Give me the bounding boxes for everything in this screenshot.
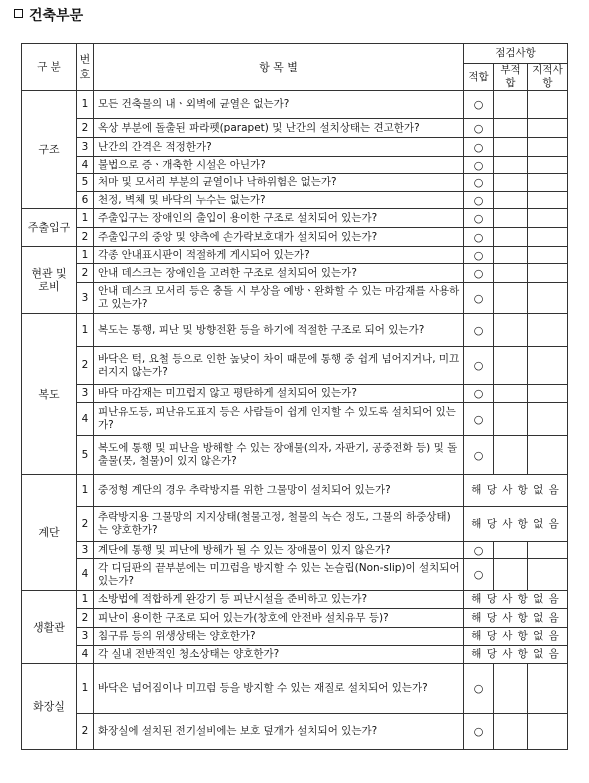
notes-cell	[528, 192, 568, 209]
check-item-text: 피난이 용이한 구조로 되어 있는가(창호에 안전바 설치유무 등)?	[94, 609, 464, 628]
ok-mark: ○	[464, 714, 494, 750]
check-item-text: 중정형 계단의 경우 추락방지를 위한 그물망이 설치되어 있는가?	[94, 475, 464, 507]
notes-cell	[528, 228, 568, 247]
not-applicable-note: 해 당 사 항 없 음	[464, 628, 568, 646]
row-number: 4	[77, 403, 94, 436]
row-number: 1	[77, 247, 94, 264]
check-item-text: 천정, 벽체 및 바닥의 누수는 없는가?	[94, 192, 464, 209]
check-item-text: 소방법에 적합하게 완강기 등 피난시설을 준비하고 있는가?	[94, 591, 464, 609]
row-number: 6	[77, 192, 94, 209]
not-ok-cell	[494, 664, 528, 714]
notes-cell	[528, 347, 568, 385]
notes-cell	[528, 157, 568, 174]
not-ok-cell	[494, 314, 528, 347]
ok-mark: ○	[464, 403, 494, 436]
header-notes: 지적사항	[528, 64, 568, 91]
check-item-text: 복도는 통행, 피난 및 방향전환 등을 하기에 적절한 구조로 되어 있는가?	[94, 314, 464, 347]
table-row	[22, 247, 568, 264]
not-ok-cell	[494, 192, 528, 209]
not-ok-cell	[494, 91, 528, 119]
table-row	[22, 119, 568, 138]
ok-mark: ○	[464, 209, 494, 228]
section-label: 복도	[22, 314, 77, 475]
notes-cell	[528, 283, 568, 314]
ok-mark: ○	[464, 264, 494, 283]
header-ok: 적합	[464, 64, 494, 91]
notes-cell	[528, 174, 568, 192]
ok-mark: ○	[464, 247, 494, 264]
row-number: 2	[77, 228, 94, 247]
ok-mark: ○	[464, 664, 494, 714]
row-number: 3	[77, 283, 94, 314]
row-number: 3	[77, 138, 94, 157]
not-ok-cell	[494, 157, 528, 174]
section-label: 주출입구	[22, 209, 77, 247]
header-number: 번 호	[77, 44, 94, 91]
row-number: 2	[77, 347, 94, 385]
ok-mark: ○	[464, 91, 494, 119]
check-item-text: 주출입구의 중앙 및 양측에 손가락보호대가 설치되어 있는가?	[94, 228, 464, 247]
row-number: 2	[77, 507, 94, 542]
table-row	[22, 347, 568, 385]
section-label: 현관 및 로비	[22, 247, 77, 314]
row-number: 2	[77, 119, 94, 138]
table-row	[22, 314, 568, 347]
table-row	[22, 385, 568, 403]
table-row	[22, 507, 568, 542]
check-item-text: 안내 데스크 모서리 등은 충돌 시 부상을 예방ㆍ완화할 수 있는 마감재를 사용하고 있는가?	[94, 283, 464, 314]
not-ok-cell	[494, 347, 528, 385]
not-ok-cell	[494, 138, 528, 157]
section-label: 화장실	[22, 664, 77, 750]
table-row	[22, 559, 568, 591]
section-heading	[14, 5, 83, 25]
row-number: 2	[77, 264, 94, 283]
row-number: 5	[77, 174, 94, 192]
table-row	[22, 714, 568, 750]
ok-mark: ○	[464, 192, 494, 209]
check-item-text: 처마 및 모서리 부분의 균열이나 낙하위험은 없는가?	[94, 174, 464, 192]
notes-cell	[528, 559, 568, 591]
table-row	[22, 664, 568, 714]
notes-cell	[528, 714, 568, 750]
notes-cell	[528, 314, 568, 347]
not-applicable-note: 해 당 사 항 없 음	[464, 646, 568, 664]
header-not-ok: 부적합	[494, 64, 528, 91]
not-applicable-note: 해 당 사 항 없 음	[464, 609, 568, 628]
ok-mark: ○	[464, 119, 494, 138]
notes-cell	[528, 209, 568, 228]
table-row	[22, 542, 568, 559]
notes-cell	[528, 138, 568, 157]
check-item-text: 침구류 등의 위생상태는 양호한가?	[94, 628, 464, 646]
heading-text: 건축부문	[29, 8, 84, 24]
check-item-text: 화장실에 설치된 전기설비에는 보호 덮개가 설치되어 있는가?	[94, 714, 464, 750]
check-item-text: 모든 건축물의 내ㆍ외벽에 균열은 없는가?	[94, 91, 464, 119]
notes-cell	[528, 91, 568, 119]
row-number: 2	[77, 609, 94, 628]
row-number: 4	[77, 646, 94, 664]
notes-cell	[528, 119, 568, 138]
table-row	[22, 475, 568, 507]
check-item-text: 각 실내 전반적인 청소상태는 양호한가?	[94, 646, 464, 664]
not-ok-cell	[494, 209, 528, 228]
row-number: 3	[77, 385, 94, 403]
ok-mark: ○	[464, 157, 494, 174]
check-item-text: 바닥 마감재는 미끄럽지 않고 평탄하게 설치되어 있는가?	[94, 385, 464, 403]
row-number: 1	[77, 91, 94, 119]
table-row	[22, 192, 568, 209]
ok-mark: ○	[464, 138, 494, 157]
check-item-text: 주출입구는 장애인의 출입이 용이한 구조로 설치되어 있는가?	[94, 209, 464, 228]
not-ok-cell	[494, 436, 528, 475]
ok-mark: ○	[464, 559, 494, 591]
check-item-text: 옥상 부분에 돌출된 파라펫(parapet) 및 난간의 설치상태는 견고한가?	[94, 119, 464, 138]
notes-cell	[528, 542, 568, 559]
checklist-table	[21, 43, 568, 750]
check-item-text: 계단에 통행 및 피난에 방해가 될 수 있는 장애물이 있지 않은가?	[94, 542, 464, 559]
not-ok-cell	[494, 714, 528, 750]
ok-mark: ○	[464, 174, 494, 192]
section-label: 구조	[22, 91, 77, 209]
not-applicable-note: 해 당 사 항 없 음	[464, 507, 568, 542]
table-row	[22, 157, 568, 174]
row-number: 3	[77, 542, 94, 559]
header-item: 항 목 별	[94, 44, 464, 91]
check-item-text: 난간의 간격은 적정한가?	[94, 138, 464, 157]
not-applicable-note: 해 당 사 항 없 음	[464, 591, 568, 609]
notes-cell	[528, 385, 568, 403]
check-item-text: 피난유도등, 피난유도표지 등은 사람들이 쉽게 인지할 수 있도록 설치되어 있는가?	[94, 403, 464, 436]
ok-mark: ○	[464, 228, 494, 247]
check-item-text: 복도에 통행 및 피난을 방해할 수 있는 장애물(의자, 자판기, 공중전화 등) 및 돌출물(못, 철물)이 있지 않은가?	[94, 436, 464, 475]
notes-cell	[528, 247, 568, 264]
ok-mark: ○	[464, 347, 494, 385]
table-row	[22, 283, 568, 314]
row-number: 4	[77, 157, 94, 174]
table-row	[22, 174, 568, 192]
row-number: 4	[77, 559, 94, 591]
check-item-text: 각 디딤판의 끝부분에는 미끄럼을 방지할 수 있는 논슬립(Non-slip)이 설치되어 있는가?	[94, 559, 464, 591]
not-ok-cell	[494, 174, 528, 192]
notes-cell	[528, 403, 568, 436]
check-item-text: 바닥은 넘어짐이나 미끄럼 등을 방지할 수 있는 재질로 설치되어 있는가?	[94, 664, 464, 714]
not-ok-cell	[494, 542, 528, 559]
square-bullet-icon	[14, 9, 23, 18]
ok-mark: ○	[464, 314, 494, 347]
table-row	[22, 138, 568, 157]
not-ok-cell	[494, 228, 528, 247]
check-item-text: 불법으로 증ㆍ개축한 시설은 아닌가?	[94, 157, 464, 174]
not-ok-cell	[494, 559, 528, 591]
row-number: 1	[77, 591, 94, 609]
section-label: 생활관	[22, 591, 77, 664]
row-number: 1	[77, 475, 94, 507]
table-row	[22, 436, 568, 475]
table-row	[22, 591, 568, 609]
row-number: 1	[77, 314, 94, 347]
notes-cell	[528, 664, 568, 714]
check-item-text: 추락방지용 그물망의 지지상태(철물고정, 철물의 녹슨 정도, 그물의 하중상태)는 양호한가?	[94, 507, 464, 542]
row-number: 3	[77, 628, 94, 646]
row-number: 2	[77, 714, 94, 750]
ok-mark: ○	[464, 542, 494, 559]
check-item-text: 바닥은 턱, 요철 등으로 인한 높낮이 차이 때문에 통행 중 쉽게 넘어지거나, 미끄러지지 않는가?	[94, 347, 464, 385]
not-ok-cell	[494, 283, 528, 314]
header-check-group: 점검사항	[464, 44, 568, 64]
table-row	[22, 646, 568, 664]
not-applicable-note: 해 당 사 항 없 음	[464, 475, 568, 507]
check-item-text: 각종 안내표시판이 적절하게 게시되어 있는가?	[94, 247, 464, 264]
table-row	[22, 264, 568, 283]
not-ok-cell	[494, 264, 528, 283]
row-number: 5	[77, 436, 94, 475]
ok-mark: ○	[464, 385, 494, 403]
table-row	[22, 91, 568, 119]
section-label: 계단	[22, 475, 77, 591]
notes-cell	[528, 436, 568, 475]
table-row	[22, 228, 568, 247]
row-number: 1	[77, 209, 94, 228]
notes-cell	[528, 264, 568, 283]
table-row	[22, 628, 568, 646]
not-ok-cell	[494, 385, 528, 403]
header-section: 구 분	[22, 44, 77, 91]
ok-mark: ○	[464, 283, 494, 314]
table-row	[22, 609, 568, 628]
check-item-text: 안내 데스크는 장애인을 고려한 구조로 설치되어 있는가?	[94, 264, 464, 283]
ok-mark: ○	[464, 436, 494, 475]
table-row	[22, 403, 568, 436]
not-ok-cell	[494, 247, 528, 264]
not-ok-cell	[494, 403, 528, 436]
row-number: 1	[77, 664, 94, 714]
table-row	[22, 209, 568, 228]
not-ok-cell	[494, 119, 528, 138]
